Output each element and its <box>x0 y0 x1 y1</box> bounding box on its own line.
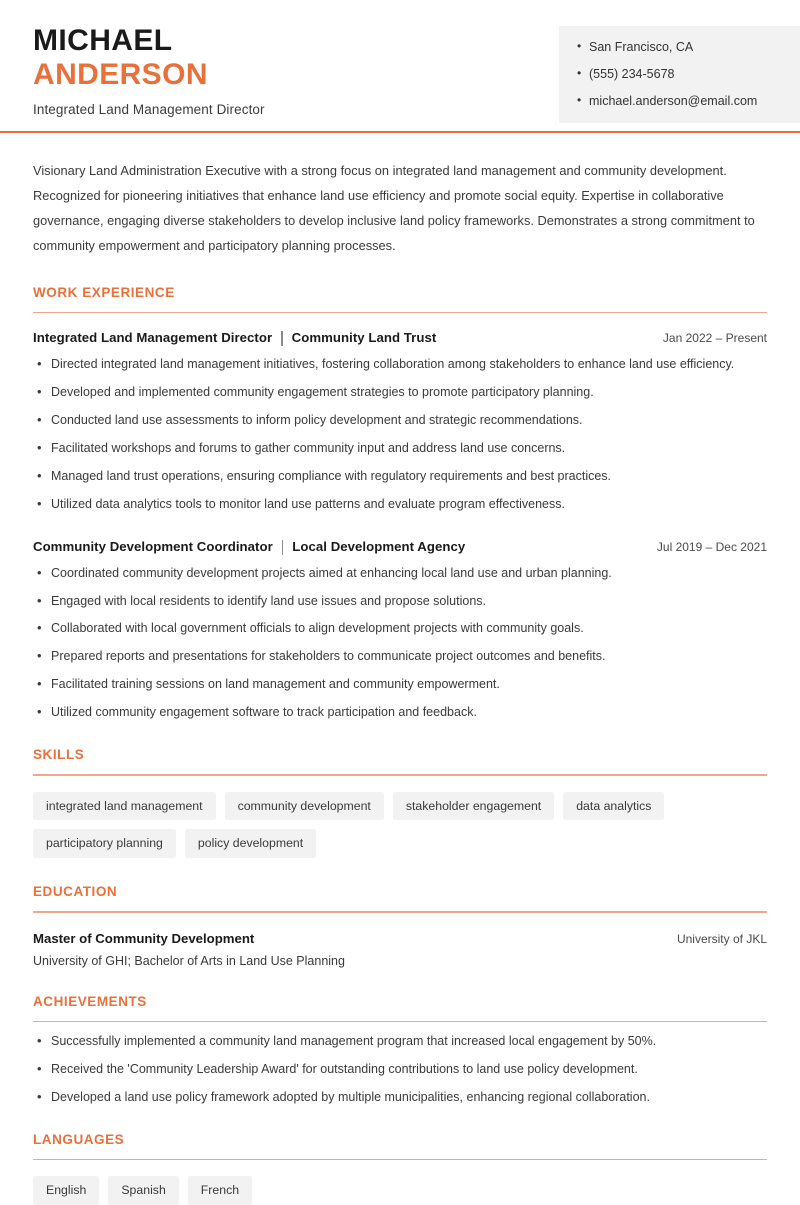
job-company: Community Land Trust <box>291 330 437 346</box>
section-divider-work <box>33 312 767 314</box>
title-separator-icon <box>281 331 283 346</box>
education-detail: University of GHI; Bachelor of Arts in Land Use Planning <box>33 953 345 968</box>
language-chip: English <box>33 1176 99 1205</box>
skill-chip: data analytics <box>563 792 664 821</box>
skill-chip: stakeholder engagement <box>393 792 554 821</box>
section-title-education: EDUCATION <box>33 884 118 899</box>
job-entry <box>33 539 767 721</box>
list-item: • Facilitated training sessions on land management and community empowerment. <box>51 676 767 693</box>
header-identity <box>0 0 265 117</box>
headline: Integrated Land Management Director <box>33 101 265 117</box>
list-item: • Coordinated community development projects aimed at enhancing local land use and urban planning. <box>51 565 767 582</box>
resume-body <box>0 159 800 1205</box>
first-name: MICHAEL <box>33 24 173 57</box>
contact-list <box>559 40 800 109</box>
job-dates: Jan 2022 – Present <box>662 331 767 346</box>
list-item: • Engaged with local residents to identify land use issues and propose solutions. <box>51 593 767 610</box>
list-item: • Collaborated with local government officials to align development projects with community goals. <box>51 620 767 637</box>
resume-header <box>0 0 800 133</box>
section-divider-skills <box>33 774 767 776</box>
list-item: • Conducted land use assessments to inform policy development and strategic recommendations. <box>51 412 767 429</box>
job-bullets <box>33 565 767 721</box>
section-divider-achievements <box>33 1021 767 1023</box>
list-item: • Successfully implemented a community land management program that increased local engagement by 50%. <box>51 1033 767 1050</box>
section-achievements <box>33 994 767 1106</box>
section-title-skills: SKILLS <box>33 746 85 762</box>
job-bullets <box>33 356 767 512</box>
contact-phone: • (555) 234-5678 <box>589 67 790 82</box>
list-item: • Received the 'Community Leadership Award' for outstanding contributions to land use policy development. <box>51 1061 767 1078</box>
section-skills <box>33 747 767 858</box>
section-divider-education <box>33 911 767 913</box>
languages-chip-list <box>33 1176 767 1205</box>
language-chip: Spanish <box>108 1176 178 1205</box>
section-title-work: WORK EXPERIENCE <box>33 284 175 300</box>
professional-summary: Visionary Land Administration Executive with a strong focus on integrated land management and community development. Recognized for pioneering initiatives that enhance land use efficiency and promote social equity. Expertise in collaborative governance, engaging diverse stakeholders to develop inclusive land policy frameworks. Demonstrates a strong commitment to community empowerment and participatory planning processes. <box>33 163 755 253</box>
last-name: ANDERSON <box>33 57 208 91</box>
skills-chip-list <box>33 792 767 859</box>
education-header <box>33 931 767 946</box>
header-divider <box>0 131 800 133</box>
education-school: University of JKL <box>676 931 767 946</box>
job-header <box>33 539 767 554</box>
list-item: • Prepared reports and presentations for stakeholders to communicate project outcomes and benefits. <box>51 648 767 665</box>
job-header <box>33 330 767 345</box>
skill-chip: community development <box>225 792 384 821</box>
section-education <box>33 884 767 968</box>
contact-email: • michael.anderson@email.com <box>589 94 790 109</box>
language-chip: French <box>188 1176 252 1205</box>
job-title <box>33 539 465 554</box>
education-entry <box>33 931 767 968</box>
list-item: • Utilized data analytics tools to monitor land use patterns and evaluate program effectiveness. <box>51 496 767 513</box>
education-degree: Master of Community Development <box>33 930 255 946</box>
job-role: Community Development Coordinator <box>33 538 273 554</box>
list-item: • Managed land trust operations, ensuring compliance with regulatory requirements and best practices. <box>51 468 767 485</box>
section-divider-languages <box>33 1159 767 1161</box>
skill-chip: policy development <box>185 829 316 858</box>
contact-location: • San Francisco, CA <box>589 40 790 55</box>
job-company: Local Development Agency <box>292 538 466 554</box>
job-role: Integrated Land Management Director <box>33 330 273 346</box>
achievements-list <box>33 1033 767 1106</box>
job-dates: Jul 2019 – Dec 2021 <box>656 539 767 554</box>
list-item: • Developed a land use policy framework adopted by multiple municipalities, enhancing regional collaboration. <box>51 1089 767 1106</box>
skill-chip: integrated land management <box>33 792 216 821</box>
job-title <box>33 330 436 345</box>
contact-box <box>559 26 800 123</box>
list-item: • Directed integrated land management initiatives, fostering collaboration among stakeholders to enhance land use efficiency. <box>51 356 767 373</box>
section-work-experience <box>33 285 767 721</box>
list-item: • Utilized community engagement software to track participation and feedback. <box>51 704 767 721</box>
section-title-languages: LANGUAGES <box>33 1131 125 1147</box>
list-item: • Developed and implemented community engagement strategies to promote participatory planning. <box>51 384 767 401</box>
job-entry <box>33 330 767 512</box>
list-item: • Facilitated workshops and forums to gather community input and address land use concerns. <box>51 440 767 457</box>
skill-chip: participatory planning <box>33 829 176 858</box>
section-title-achievements: ACHIEVEMENTS <box>33 993 147 1009</box>
section-languages <box>33 1132 767 1205</box>
title-separator-icon <box>282 540 284 555</box>
